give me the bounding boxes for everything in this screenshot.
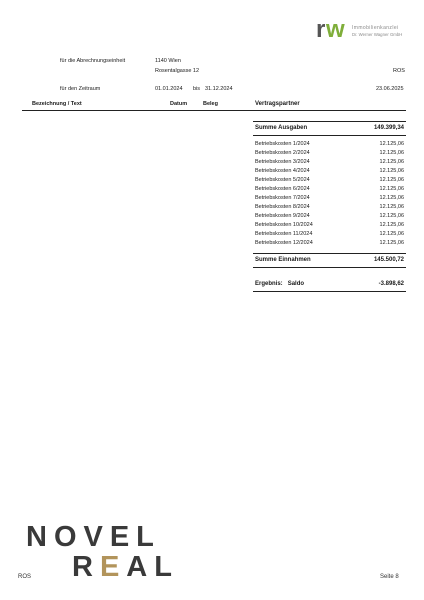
- summe-einnahmen-row: [255, 256, 404, 264]
- ledger-item-label: Betriebskosten 6/2024: [255, 186, 310, 192]
- ledger-item-value: 12.125,06: [379, 231, 404, 237]
- ledger-item-value: 12.125,06: [379, 159, 404, 165]
- ledger-item-label: Betriebskosten 4/2024: [255, 168, 310, 174]
- ledger-item: [255, 177, 404, 184]
- ledger-item-value: 12.125,06: [379, 222, 404, 228]
- ledger-item: [255, 186, 404, 193]
- ledger-item-label: Betriebskosten 10/2024: [255, 222, 313, 228]
- saldo-label-group: [255, 280, 304, 288]
- brand-logo-letter-r: R: [72, 551, 100, 583]
- ledger-item: [255, 213, 404, 220]
- ledger-item-value: 12.125,06: [379, 186, 404, 192]
- column-header-partner: Vertragspartner: [255, 101, 300, 107]
- period-bis: bis: [193, 86, 201, 92]
- unit-label: für die Abrechnungseinheit: [60, 58, 126, 64]
- ledger-item-label: Betriebskosten 5/2024: [255, 177, 310, 183]
- document-date: 23.06.2025: [376, 86, 404, 92]
- logo-letter-r: r: [316, 17, 326, 41]
- summe-einnahmen-label: Summe Einnahmen: [255, 257, 311, 263]
- ledger-rule-einnahmen: [253, 253, 406, 254]
- ergebnis-label: Ergebnis:: [255, 281, 283, 287]
- footer-code: ROS: [18, 574, 32, 580]
- brand-logo-novel: NOVEL: [26, 521, 161, 553]
- ledger-rule-sum: [253, 267, 406, 268]
- ledger-item: [255, 222, 404, 229]
- ledger-item-label: Betriebskosten 7/2024: [255, 195, 310, 201]
- ledger-rule-top: [253, 121, 406, 122]
- ledger-item-label: Betriebskosten 2/2024: [255, 150, 310, 156]
- brand-logo-real: [72, 552, 179, 582]
- ledger-item-value: 12.125,06: [379, 195, 404, 201]
- brand-logo-letters-al: AL: [126, 551, 179, 583]
- column-header-text: Bezeichnung / Text: [32, 101, 82, 107]
- period-to: 31.12.2024: [205, 86, 233, 92]
- page-number: Seite 8: [380, 574, 399, 580]
- ledger-item: [255, 240, 404, 247]
- ledger-item-label: Betriebskosten 1/2024: [255, 141, 310, 147]
- ledger-item: [255, 141, 404, 148]
- unit-line1: 1140 Wien: [155, 58, 181, 64]
- column-header-datum: Datum: [170, 101, 188, 107]
- period-label: für den Zeitraum: [60, 86, 101, 92]
- ledger-item: [255, 168, 404, 175]
- ledger-item: [255, 195, 404, 202]
- company-subtitle: Dr. Werner Wagner GmbH: [352, 32, 403, 37]
- ledger-item-value: 12.125,06: [379, 204, 404, 210]
- ledger-item-value: 12.125,06: [379, 213, 404, 219]
- company-name: Immobilienkanzlei: [352, 25, 399, 31]
- summe-ausgaben-label: Summe Ausgaben: [255, 125, 308, 131]
- ledger-item: [255, 204, 404, 211]
- summe-ausgaben-value: 149.399,34: [373, 125, 404, 131]
- company-logo-icon: [316, 17, 350, 41]
- ledger-item-label: Betriebskosten 11/2024: [255, 231, 313, 237]
- ledger-item-label: Betriebskosten 8/2024: [255, 204, 310, 210]
- ledger-item: [255, 150, 404, 157]
- ledger-rule-ausgaben: [253, 135, 406, 136]
- ledger-item-value: 12.125,06: [379, 177, 404, 183]
- logo-letter-w: w: [326, 17, 345, 41]
- column-header-beleg: Beleg: [203, 101, 218, 107]
- ledger-item-value: 12.125,06: [379, 168, 404, 174]
- period-from: 01.01.2024: [155, 86, 183, 92]
- saldo-row: [255, 280, 404, 288]
- ledger-item-value: 12.125,06: [379, 141, 404, 147]
- ledger-item-label: Betriebskosten 12/2024: [255, 240, 313, 246]
- ledger-item-value: 12.125,06: [379, 150, 404, 156]
- summe-einnahmen-value: 145.500,72: [373, 257, 404, 263]
- saldo-value: -3.898,62: [378, 281, 404, 287]
- summe-ausgaben-row: [255, 124, 404, 132]
- ledger-item-label: Betriebskosten 9/2024: [255, 213, 310, 219]
- ledger-item: [255, 159, 404, 166]
- brand-logo-letter-e: E: [99, 551, 127, 583]
- header-divider: [22, 110, 406, 111]
- ledger-item-value: 12.125,06: [379, 240, 404, 246]
- ledger-item: [255, 231, 404, 238]
- unit-line2: Rosentalgasse 12: [155, 68, 200, 74]
- saldo-label: Saldo: [287, 281, 305, 287]
- ledger-rule-saldo: [253, 291, 406, 292]
- ref-code: ROS: [393, 68, 405, 74]
- ledger-item-label: Betriebskosten 3/2024: [255, 159, 310, 165]
